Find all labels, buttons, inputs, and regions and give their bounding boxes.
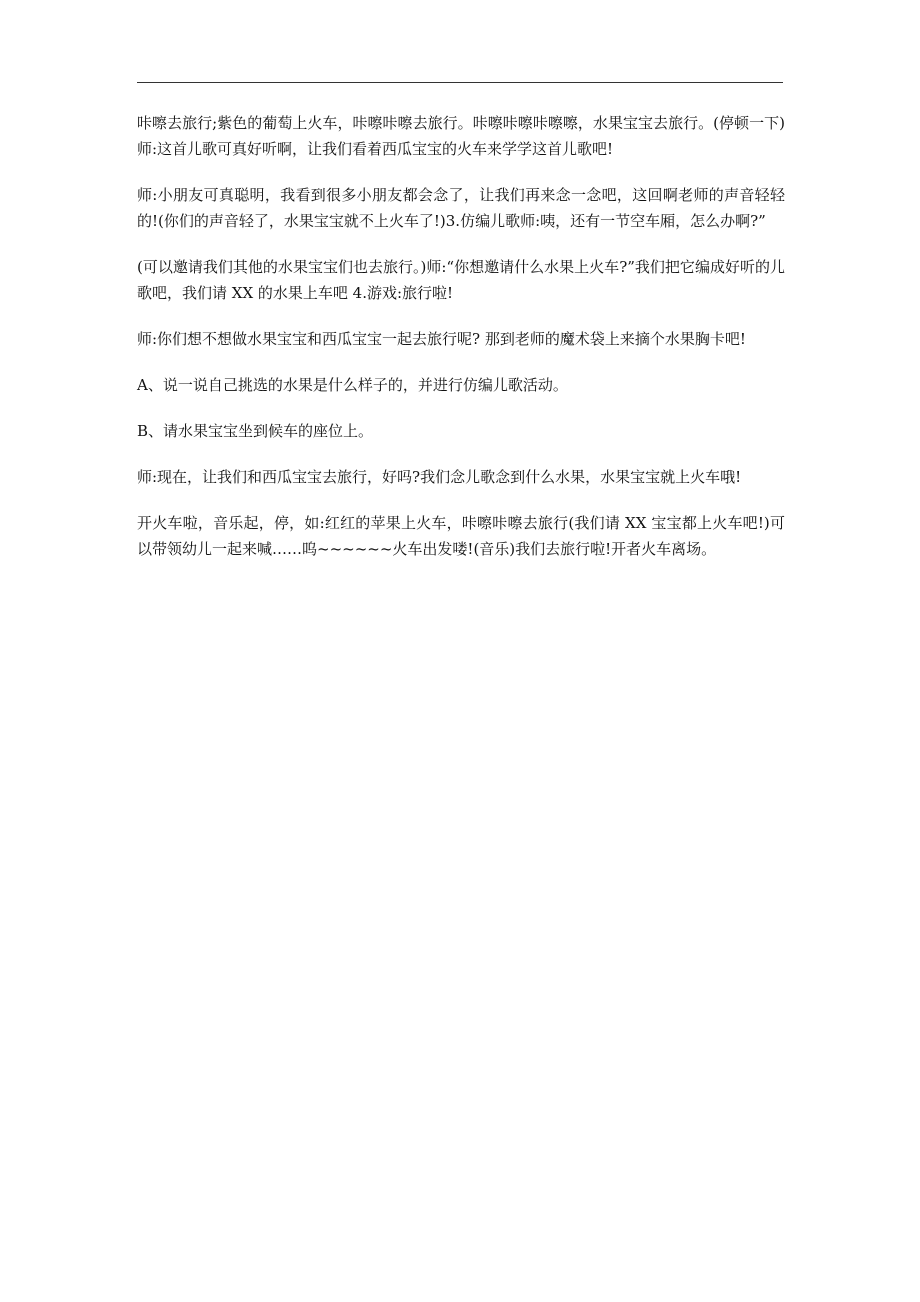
paragraph-4: 师:你们想不想做水果宝宝和西瓜宝宝一起去旅行呢? 那到老师的魔术袋上来摘个水果胸卡吧! bbox=[137, 330, 746, 348]
paragraph-3: (可以邀请我们其他的水果宝宝们也去旅行。)师:“你想邀请什么水果上火车?”我们把它编成好听的儿歌吧，我们请 XX 的水果上车吧 4.游戏:旅行啦! bbox=[137, 258, 785, 302]
paragraph-6: B、请水果宝宝坐到候车的座位上。 bbox=[137, 422, 374, 440]
paragraph-5: A、说一说自己挑选的水果是什么样子的，并进行仿编儿歌活动。 bbox=[137, 376, 568, 394]
paragraph-7: 师:现在，让我们和西瓜宝宝去旅行，好吗?我们念儿歌念到什么水果，水果宝宝就上火车哦! bbox=[137, 468, 742, 486]
paragraph-1: 咔嚓去旅行;紫色的葡萄上火车，咔嚓咔嚓去旅行。咔嚓咔嚓咔嚓嚓，水果宝宝去旅行。(停顿一下)师:这首儿歌可真好听啊，让我们看着西瓜宝宝的火车来学学这首儿歌吧! bbox=[137, 114, 785, 158]
paragraph-2: 师:小朋友可真聪明，我看到很多小朋友都会念了，让我们再来念一念吧，这回啊老师的声音轻轻的!(你们的声音轻了，水果宝宝就不上火车了!)3.仿编儿歌师:咦，还有一节空车厢，怎么办啊?” bbox=[137, 186, 785, 230]
paragraph-8: 开火车啦，音乐起，停，如:红红的苹果上火车，咔嚓咔嚓去旅行(我们请 XX 宝宝都上火车吧!)可以带领幼儿一起来喊……呜~~~~~~火车出发喽!(音乐)我们去旅行啦!开者火车离场。 bbox=[137, 514, 785, 558]
header-rule bbox=[137, 82, 783, 83]
document-body bbox=[137, 110, 785, 582]
